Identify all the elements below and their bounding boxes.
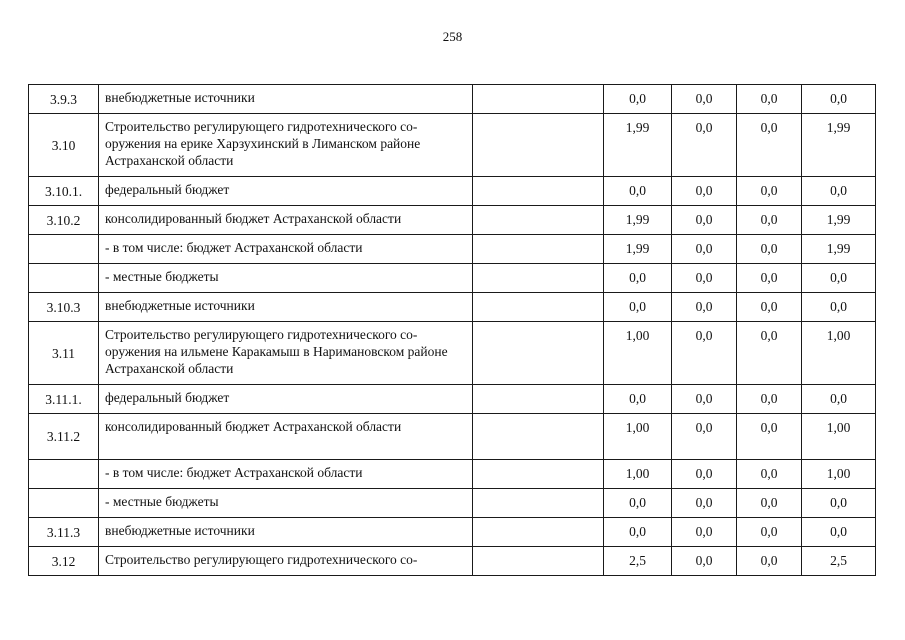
empty-cell <box>473 114 604 177</box>
table-row <box>29 206 876 235</box>
value-cell: 2,5 <box>802 547 876 576</box>
value-cell: 0,0 <box>737 264 802 293</box>
budget-table <box>28 84 876 576</box>
value-cell: 1,99 <box>604 235 672 264</box>
value-cell: 0,0 <box>737 460 802 489</box>
value-cell: 0,0 <box>802 177 876 206</box>
value-cell: 0,0 <box>672 264 737 293</box>
value-cell: 2,5 <box>604 547 672 576</box>
table-row <box>29 547 876 576</box>
value-cell: 1,00 <box>604 322 672 385</box>
table-row <box>29 177 876 206</box>
value-cell: 0,0 <box>737 414 802 460</box>
row-code <box>29 460 99 489</box>
table-row <box>29 414 876 460</box>
value-cell: 0,0 <box>802 85 876 114</box>
value-cell: 0,0 <box>604 385 672 414</box>
row-code: 3.10.1. <box>29 177 99 206</box>
empty-cell <box>473 460 604 489</box>
value-cell: 0,0 <box>737 322 802 385</box>
row-code <box>29 489 99 518</box>
value-cell: 0,0 <box>604 85 672 114</box>
table-row <box>29 264 876 293</box>
value-cell: 0,0 <box>672 206 737 235</box>
value-cell: 0,0 <box>802 293 876 322</box>
value-cell: 0,0 <box>737 489 802 518</box>
value-cell: 0,0 <box>672 460 737 489</box>
value-cell: 0,0 <box>604 518 672 547</box>
empty-cell <box>473 414 604 460</box>
value-cell: 1,00 <box>604 414 672 460</box>
table-row <box>29 293 876 322</box>
row-code: 3.10.3 <box>29 293 99 322</box>
value-cell: 0,0 <box>737 85 802 114</box>
value-cell: 0,0 <box>737 385 802 414</box>
row-code: 3.11.3 <box>29 518 99 547</box>
empty-cell <box>473 293 604 322</box>
value-cell: 0,0 <box>802 489 876 518</box>
row-name: консолидированный бюджет Астраханской области <box>99 206 473 235</box>
value-cell: 1,00 <box>604 460 672 489</box>
row-name: федеральный бюджет <box>99 177 473 206</box>
value-cell: 0,0 <box>672 235 737 264</box>
table-row <box>29 114 876 177</box>
value-cell: 0,0 <box>672 414 737 460</box>
table-row <box>29 235 876 264</box>
row-code: 3.11.2 <box>29 414 99 460</box>
value-cell: 0,0 <box>604 489 672 518</box>
value-cell: 0,0 <box>737 235 802 264</box>
table-row <box>29 385 876 414</box>
value-cell: 0,0 <box>802 264 876 293</box>
value-cell: 0,0 <box>672 114 737 177</box>
value-cell: 0,0 <box>737 177 802 206</box>
empty-cell <box>473 322 604 385</box>
table-row <box>29 460 876 489</box>
row-name: Строительство регулирующего гидротехнического со- <box>99 547 473 576</box>
row-code: 3.10 <box>29 114 99 177</box>
row-name: Строительство регулирующего гидротехнического со-оружения на ильмене Каракамыш в Наримановском районе Астраханской области <box>99 322 473 385</box>
value-cell: 0,0 <box>604 264 672 293</box>
table-row <box>29 322 876 385</box>
value-cell: 0,0 <box>737 114 802 177</box>
value-cell: 0,0 <box>604 293 672 322</box>
row-code: 3.11 <box>29 322 99 385</box>
value-cell: 0,0 <box>672 489 737 518</box>
empty-cell <box>473 206 604 235</box>
value-cell: 0,0 <box>672 322 737 385</box>
value-cell: 0,0 <box>672 293 737 322</box>
value-cell: 1,99 <box>802 235 876 264</box>
value-cell: 0,0 <box>672 177 737 206</box>
empty-cell <box>473 264 604 293</box>
value-cell: 0,0 <box>672 547 737 576</box>
row-name: - местные бюджеты <box>99 264 473 293</box>
value-cell: 1,99 <box>604 114 672 177</box>
page-number: 258 <box>442 29 463 44</box>
empty-cell <box>473 518 604 547</box>
row-code: 3.12 <box>29 547 99 576</box>
row-name: консолидированный бюджет Астраханской области <box>99 414 473 460</box>
row-name: - в том числе: бюджет Астраханской области <box>99 235 473 264</box>
value-cell: 0,0 <box>737 293 802 322</box>
empty-cell <box>473 85 604 114</box>
value-cell: 0,0 <box>737 518 802 547</box>
value-cell: 0,0 <box>737 547 802 576</box>
value-cell: 0,0 <box>737 206 802 235</box>
table-row <box>29 489 876 518</box>
value-cell: 1,00 <box>802 414 876 460</box>
value-cell: 0,0 <box>802 385 876 414</box>
empty-cell <box>473 235 604 264</box>
value-cell: 1,99 <box>604 206 672 235</box>
empty-cell <box>473 489 604 518</box>
empty-cell <box>473 547 604 576</box>
row-name: федеральный бюджет <box>99 385 473 414</box>
value-cell: 0,0 <box>802 518 876 547</box>
row-code: 3.11.1. <box>29 385 99 414</box>
value-cell: 1,99 <box>802 206 876 235</box>
value-cell: 1,00 <box>802 460 876 489</box>
row-name: Строительство регулирующего гидротехнического со-оружения на ерике Харзухинский в Лиманском районе Астраханской области <box>99 114 473 177</box>
row-code: 3.10.2 <box>29 206 99 235</box>
value-cell: 0,0 <box>672 518 737 547</box>
row-code: 3.9.3 <box>29 85 99 114</box>
row-code <box>29 264 99 293</box>
empty-cell <box>473 177 604 206</box>
row-name: внебюджетные источники <box>99 293 473 322</box>
value-cell: 1,99 <box>802 114 876 177</box>
value-cell: 0,0 <box>672 85 737 114</box>
row-name: - местные бюджеты <box>99 489 473 518</box>
row-code <box>29 235 99 264</box>
row-name: - в том числе: бюджет Астраханской области <box>99 460 473 489</box>
table-row <box>29 85 876 114</box>
value-cell: 0,0 <box>604 177 672 206</box>
value-cell: 0,0 <box>672 385 737 414</box>
row-name: внебюджетные источники <box>99 518 473 547</box>
value-cell: 1,00 <box>802 322 876 385</box>
empty-cell <box>473 385 604 414</box>
row-name: внебюджетные источники <box>99 85 473 114</box>
table-row <box>29 518 876 547</box>
